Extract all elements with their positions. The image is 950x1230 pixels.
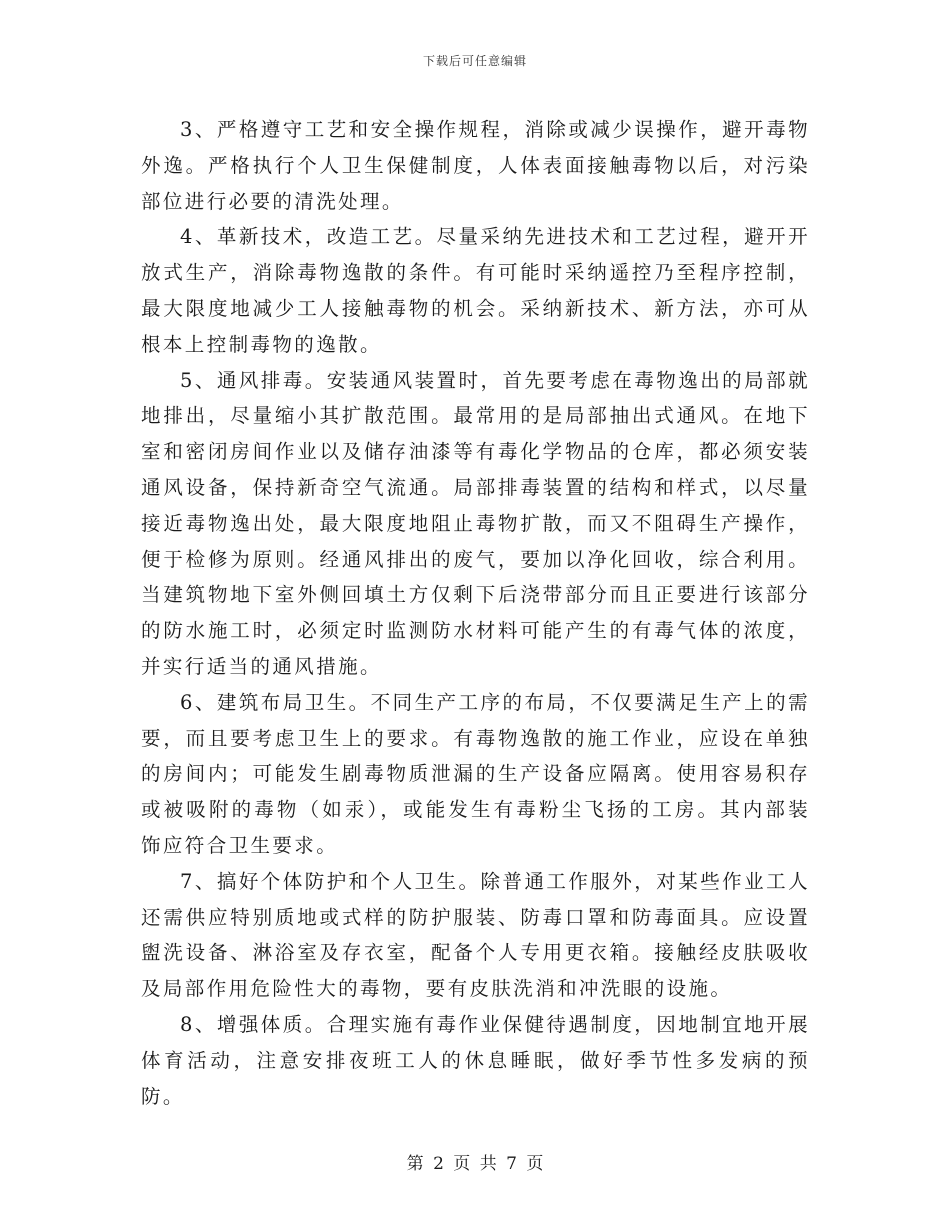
paragraph-item-6: 6、建筑布局卫生。不同生产工序的布局，不仅要满足生产上的需要，而且要考虑卫生上的要求。有毒物逸散的施工作业，应设在单独的房间内；可能发生剧毒物质泄漏的生产设备应隔离。使用容易积存或被吸附的毒物（如汞），或能发生有毒粉尘飞扬的工房。其内部装饰应符合卫生要求。	[141, 690, 810, 857]
paragraph-item-3: 3、严格遵守工艺和安全操作规程，消除或减少误操作，避开毒物外逸。严格执行个人卫生保健制度，人体表面接触毒物以后，对污染部位进行必要的清洗处理。	[141, 118, 810, 213]
page-number: 第 2 页 共 7 页	[406, 1154, 544, 1174]
paragraph-item-4: 4、革新技术，改造工艺。尽量采纳先进技术和工艺过程，避开开放式生产，消除毒物逸散的条件。有可能时采纳遥控乃至程序控制，最大限度地减少工人接触毒物的机会。采纳新技术、新方法，亦可从根本上控制毒物的逸散。	[141, 225, 810, 356]
paragraph-item-8: 8、增强体质。合理实施有毒作业保健待遇制度，因地制宜地开展体育活动，注意安排夜班工人的休息睡眠，做好季节性多发病的预防。	[141, 1012, 810, 1108]
paragraph-item-7: 7、搞好个体防护和个人卫生。除普通工作服外，对某些作业工人还需供应特别质地或式样的防护服装、防毒口罩和防毒面具。应设置盥洗设备、淋浴室及存衣室，配备个人专用更衣箱。接触经皮肤吸收及局部作用危险性大的毒物，要有皮肤洗消和冲洗眼的设施。	[141, 869, 810, 1001]
paragraph-item-5: 5、通风排毒。安装通风装置时，首先要考虑在毒物逸出的局部就地排出，尽量缩小其扩散范围。最常用的是局部抽出式通风。在地下室和密闭房间作业以及储存油漆等有毒化学物品的仓库，都必须安装通风设备，保持新奇空气流通。局部排毒装置的结构和样式，以尽量接近毒物逸出处，最大限度地阻止毒物扩散，而又不阻碍生产操作，便于检修为原则。经通风排出的废气，要加以净化回收，综合利用。当建筑物地下室外侧回填土方仅剩下后浇带部分而且正要进行该部分的防水施工时，必须定时监测防水材料可能产生的有毒气体的浓度，并实行适当的通风措施。	[141, 368, 810, 678]
document-body	[141, 112, 810, 1114]
page-header: 下载后可任意编辑	[422, 54, 527, 68]
